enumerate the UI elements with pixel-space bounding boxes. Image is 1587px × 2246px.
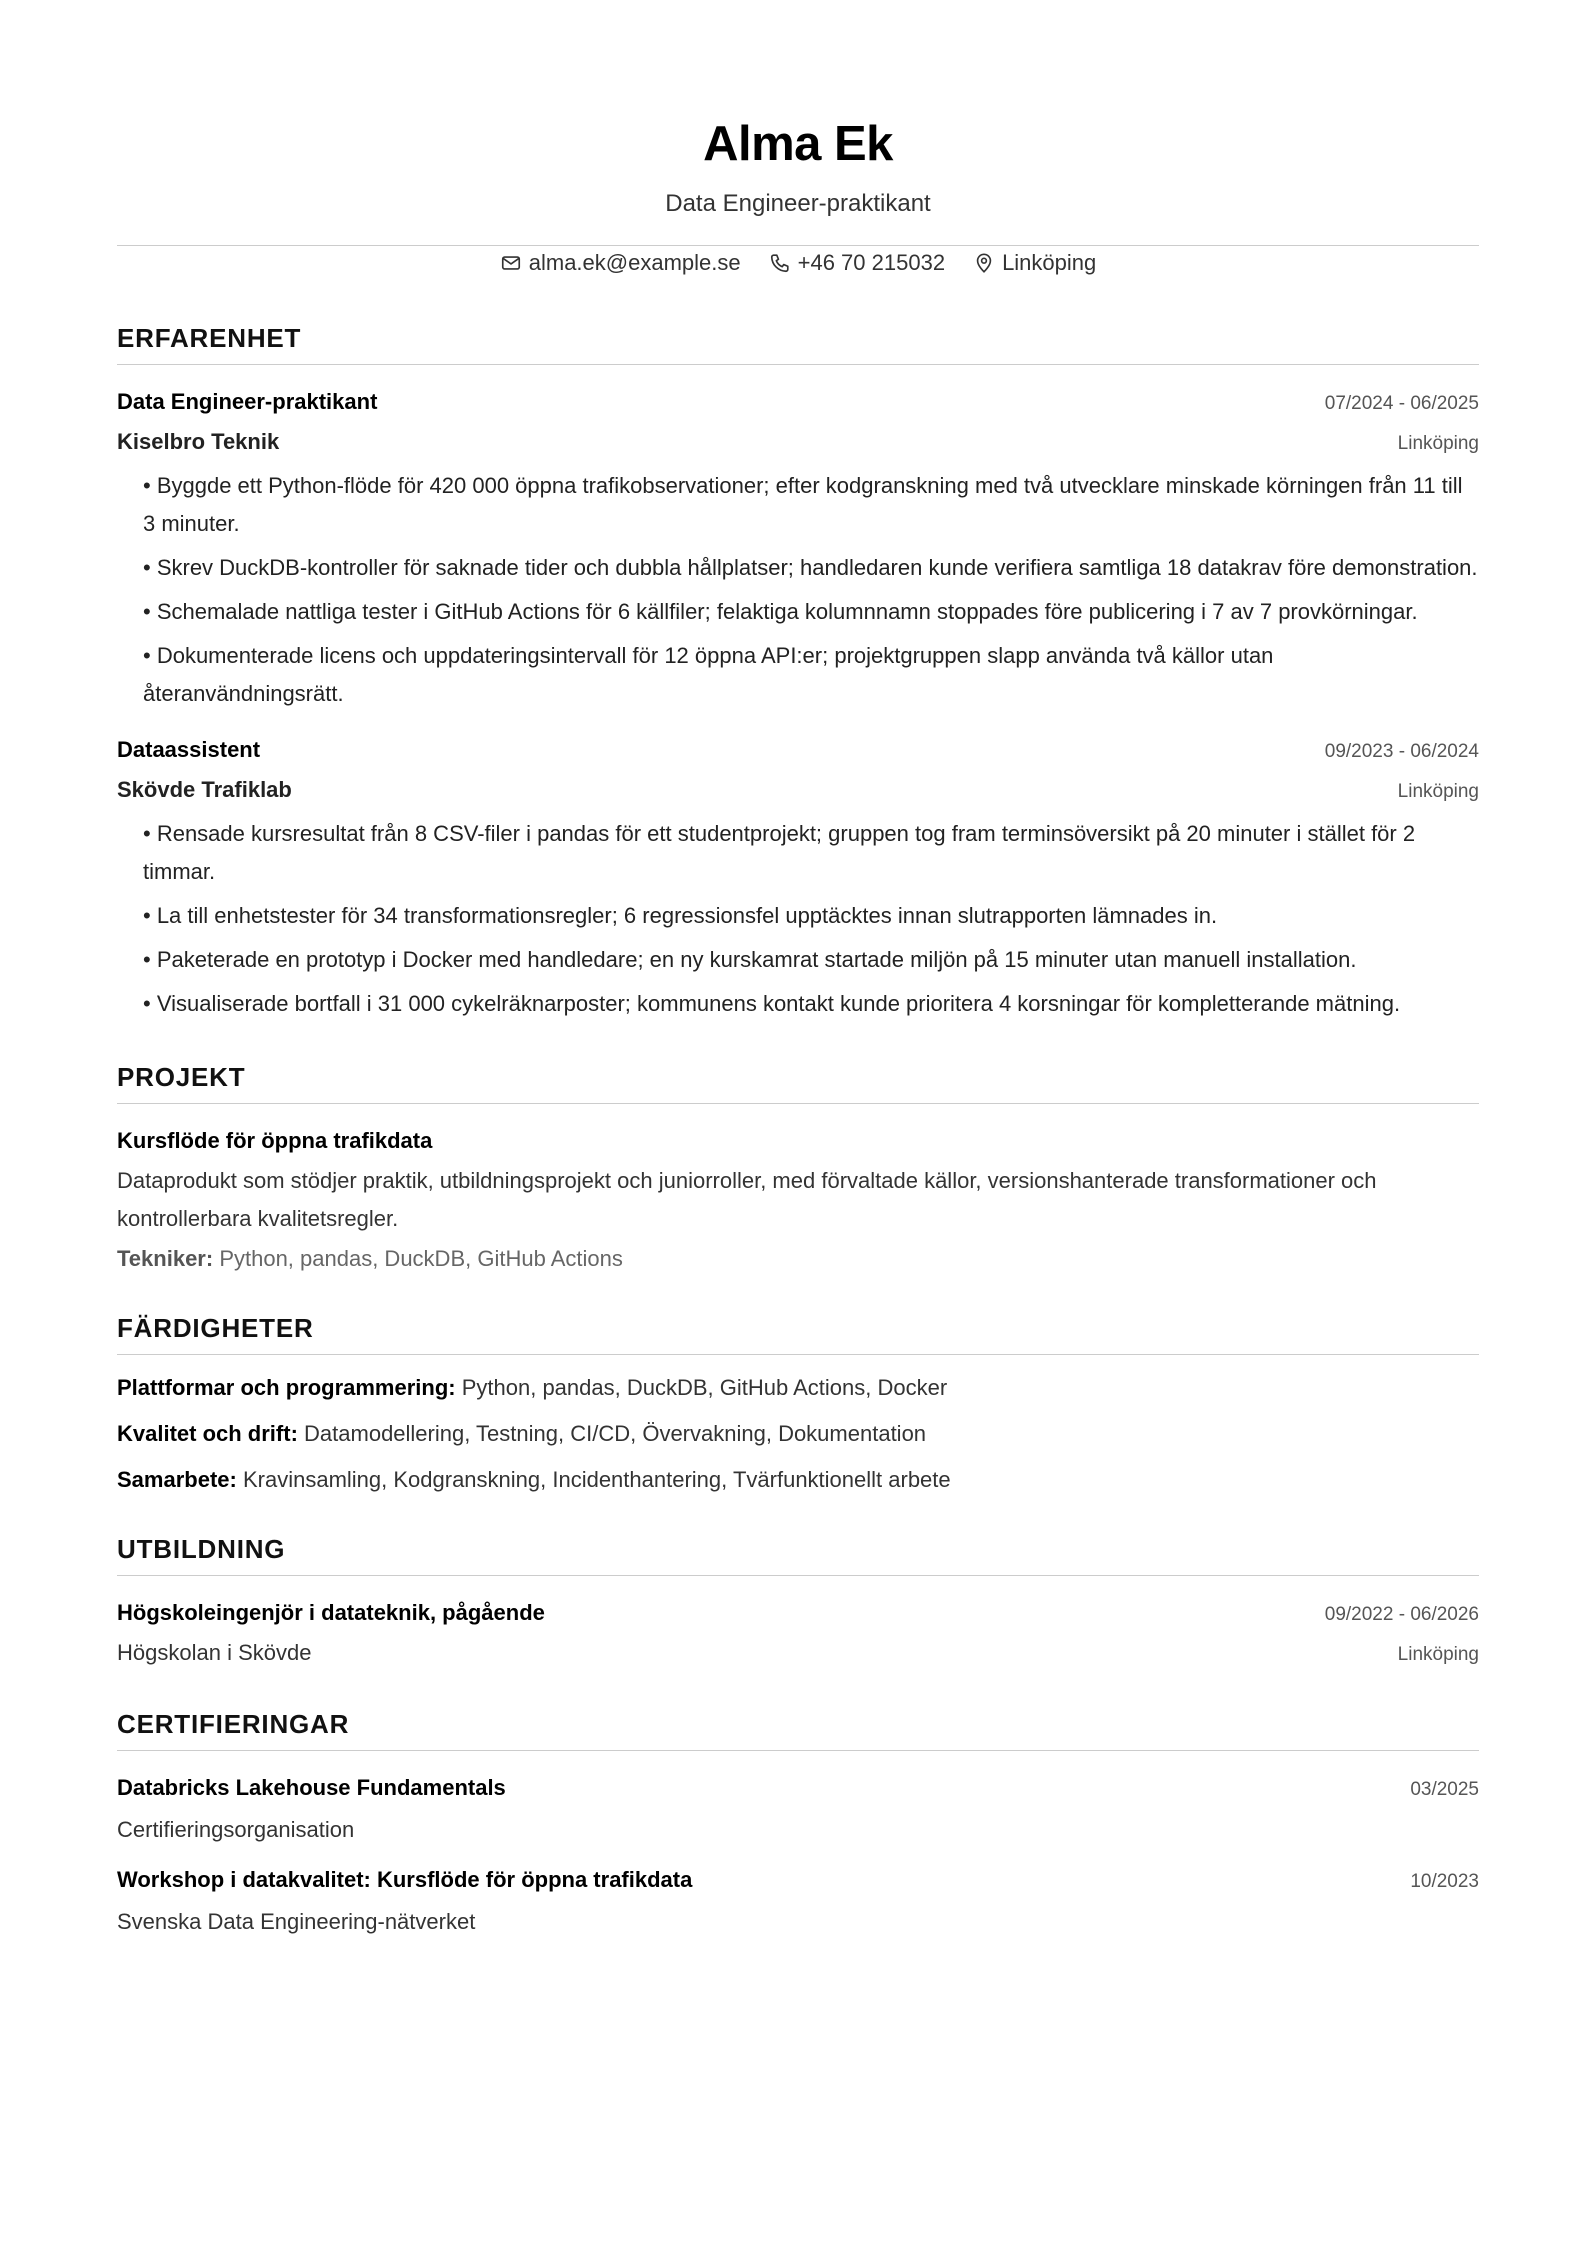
list-item: • Schemalade nattliga tester i GitHub Actions för 6 källfiler; felaktiga kolumnnamn stoppades före publicering i 7 av 7 provkörningar. [143, 599, 1418, 624]
experience-section [117, 322, 1479, 1023]
list-item: • Visualiserade bortfall i 31 000 cykelräknarposter; kommunens kontakt kunde prioritera 4 korsningar för kompletterande mätning. [143, 991, 1401, 1016]
job-bullets [117, 815, 1479, 1023]
list-item: • Paketerade en prototyp i Docker med handledare; en ny kurskamrat startade miljön på 15 minuter utan manuell installation. [143, 947, 1357, 972]
education-location: Linköping [1397, 1644, 1479, 1665]
certifications-section [117, 1708, 1479, 1937]
company-name: Kiselbro Teknik [117, 429, 280, 454]
projects-heading: PROJEKT [117, 1061, 1479, 1104]
skills-heading: FÄRDIGHETER [117, 1312, 1479, 1355]
skill-values: Kravinsamling, Kodgranskning, Incidenthantering, Tvärfunktionellt arbete [242, 1467, 951, 1492]
project-title: Kursflöde för öppna trafikdata [117, 1128, 433, 1153]
certification-date: 10/2023 [1410, 1871, 1479, 1892]
candidate-name: Alma Ek [703, 117, 893, 171]
skills-section [117, 1312, 1479, 1495]
job-bullets [117, 467, 1479, 713]
certifications-heading: CERTIFIERINGAR [117, 1708, 1479, 1751]
job-dates: 07/2024 - 06/2025 [1324, 393, 1479, 414]
skill-row [117, 1419, 1479, 1449]
certification-title: Workshop i datakvalitet: Kursflöde för öppna trafikdata [117, 1867, 693, 1892]
certification-issuer: Certifieringsorganisation [117, 1817, 355, 1842]
skill-values: Python, pandas, DuckDB, GitHub Actions, Docker [461, 1375, 948, 1400]
mail-icon [500, 252, 522, 274]
projects-section [117, 1061, 1479, 1274]
list-item: • Skrev DuckDB-kontroller för saknade tider och dubbla hållplatser; handledaren kunde verifiera samtliga 18 datakrav före demonstration. [143, 555, 1478, 580]
contact-phone[interactable] [769, 248, 945, 278]
list-item: • Dokumenterade licens och uppdateringsintervall för 12 öppna API:er; projektgruppen slapp använda två källor utan återanvändningsrätt. [143, 643, 1274, 706]
experience-heading: ERFARENHET [117, 322, 1479, 365]
project-description: Dataprodukt som stödjer praktik, utbildningsprojekt och juniorroller, med förvaltade källor, versionshanterade transformationer och kontrollerbara kvalitetsregler. [117, 1168, 1377, 1231]
header-divider [117, 245, 1479, 246]
job-dates: 09/2023 - 06/2024 [1324, 741, 1479, 762]
skill-category: Kvalitet och drift: [117, 1421, 298, 1446]
certification-title: Databricks Lakehouse Fundamentals [117, 1775, 506, 1800]
education-section [117, 1533, 1479, 1670]
certification-entry [117, 1865, 1479, 1937]
skill-row [117, 1465, 1479, 1495]
list-item: • La till enhetstester för 34 transformationsregler; 6 regressionsfel upptäcktes innan slutrapporten lämnades in. [143, 903, 1218, 928]
contact-email[interactable] [500, 248, 741, 278]
skill-category: Plattformar och programmering: [117, 1375, 456, 1400]
email-text: alma.ek@example.se [528, 250, 741, 275]
certification-date: 03/2025 [1410, 1779, 1479, 1800]
list-item: • Rensade kursresultat från 8 CSV-filer i pandas för ett studentprojekt; gruppen tog fram terminsöversikt på 20 minuter i stället för 2 timmar. [143, 821, 1416, 884]
project-technologies [117, 1244, 1479, 1274]
skill-row [117, 1373, 1479, 1403]
location-text: Linköping [1002, 250, 1097, 275]
certification-entry [117, 1773, 1479, 1845]
company-name: Skövde Trafiklab [117, 777, 292, 802]
location-pin-icon [973, 252, 995, 274]
candidate-title: Data Engineer-praktikant [665, 190, 931, 217]
skill-values: Datamodellering, Testning, CI/CD, Övervakning, Dokumentation [304, 1421, 927, 1446]
degree-title: Högskoleingenjör i datateknik, pågående [117, 1600, 545, 1625]
skill-category: Samarbete: [117, 1467, 237, 1492]
contact-location [973, 248, 1096, 278]
education-heading: UTBILDNING [117, 1533, 1479, 1576]
school-name: Högskolan i Skövde [117, 1640, 312, 1665]
education-entry [117, 1598, 1479, 1670]
experience-entry [117, 735, 1479, 1023]
phone-icon [769, 252, 791, 274]
job-title: Data Engineer-praktikant [117, 389, 378, 414]
certification-issuer: Svenska Data Engineering-nätverket [117, 1909, 476, 1934]
tech-label: Tekniker: [117, 1246, 214, 1271]
contact-bar [117, 248, 1479, 278]
job-location: Linköping [1397, 433, 1479, 454]
education-dates: 09/2022 - 06/2026 [1324, 1604, 1479, 1625]
job-location: Linköping [1397, 781, 1479, 802]
experience-entry [117, 387, 1479, 713]
phone-text: +46 70 215032 [797, 250, 946, 275]
job-title: Dataassistent [117, 737, 261, 762]
tech-list: Python, pandas, DuckDB, GitHub Actions [219, 1246, 623, 1271]
resume-content [117, 0, 1479, 1937]
list-item: • Byggde ett Python-flöde för 420 000 öppna trafikobservationer; efter kodgranskning med två utvecklare minskade körningen från 11 till 3 minuter. [143, 473, 1463, 536]
